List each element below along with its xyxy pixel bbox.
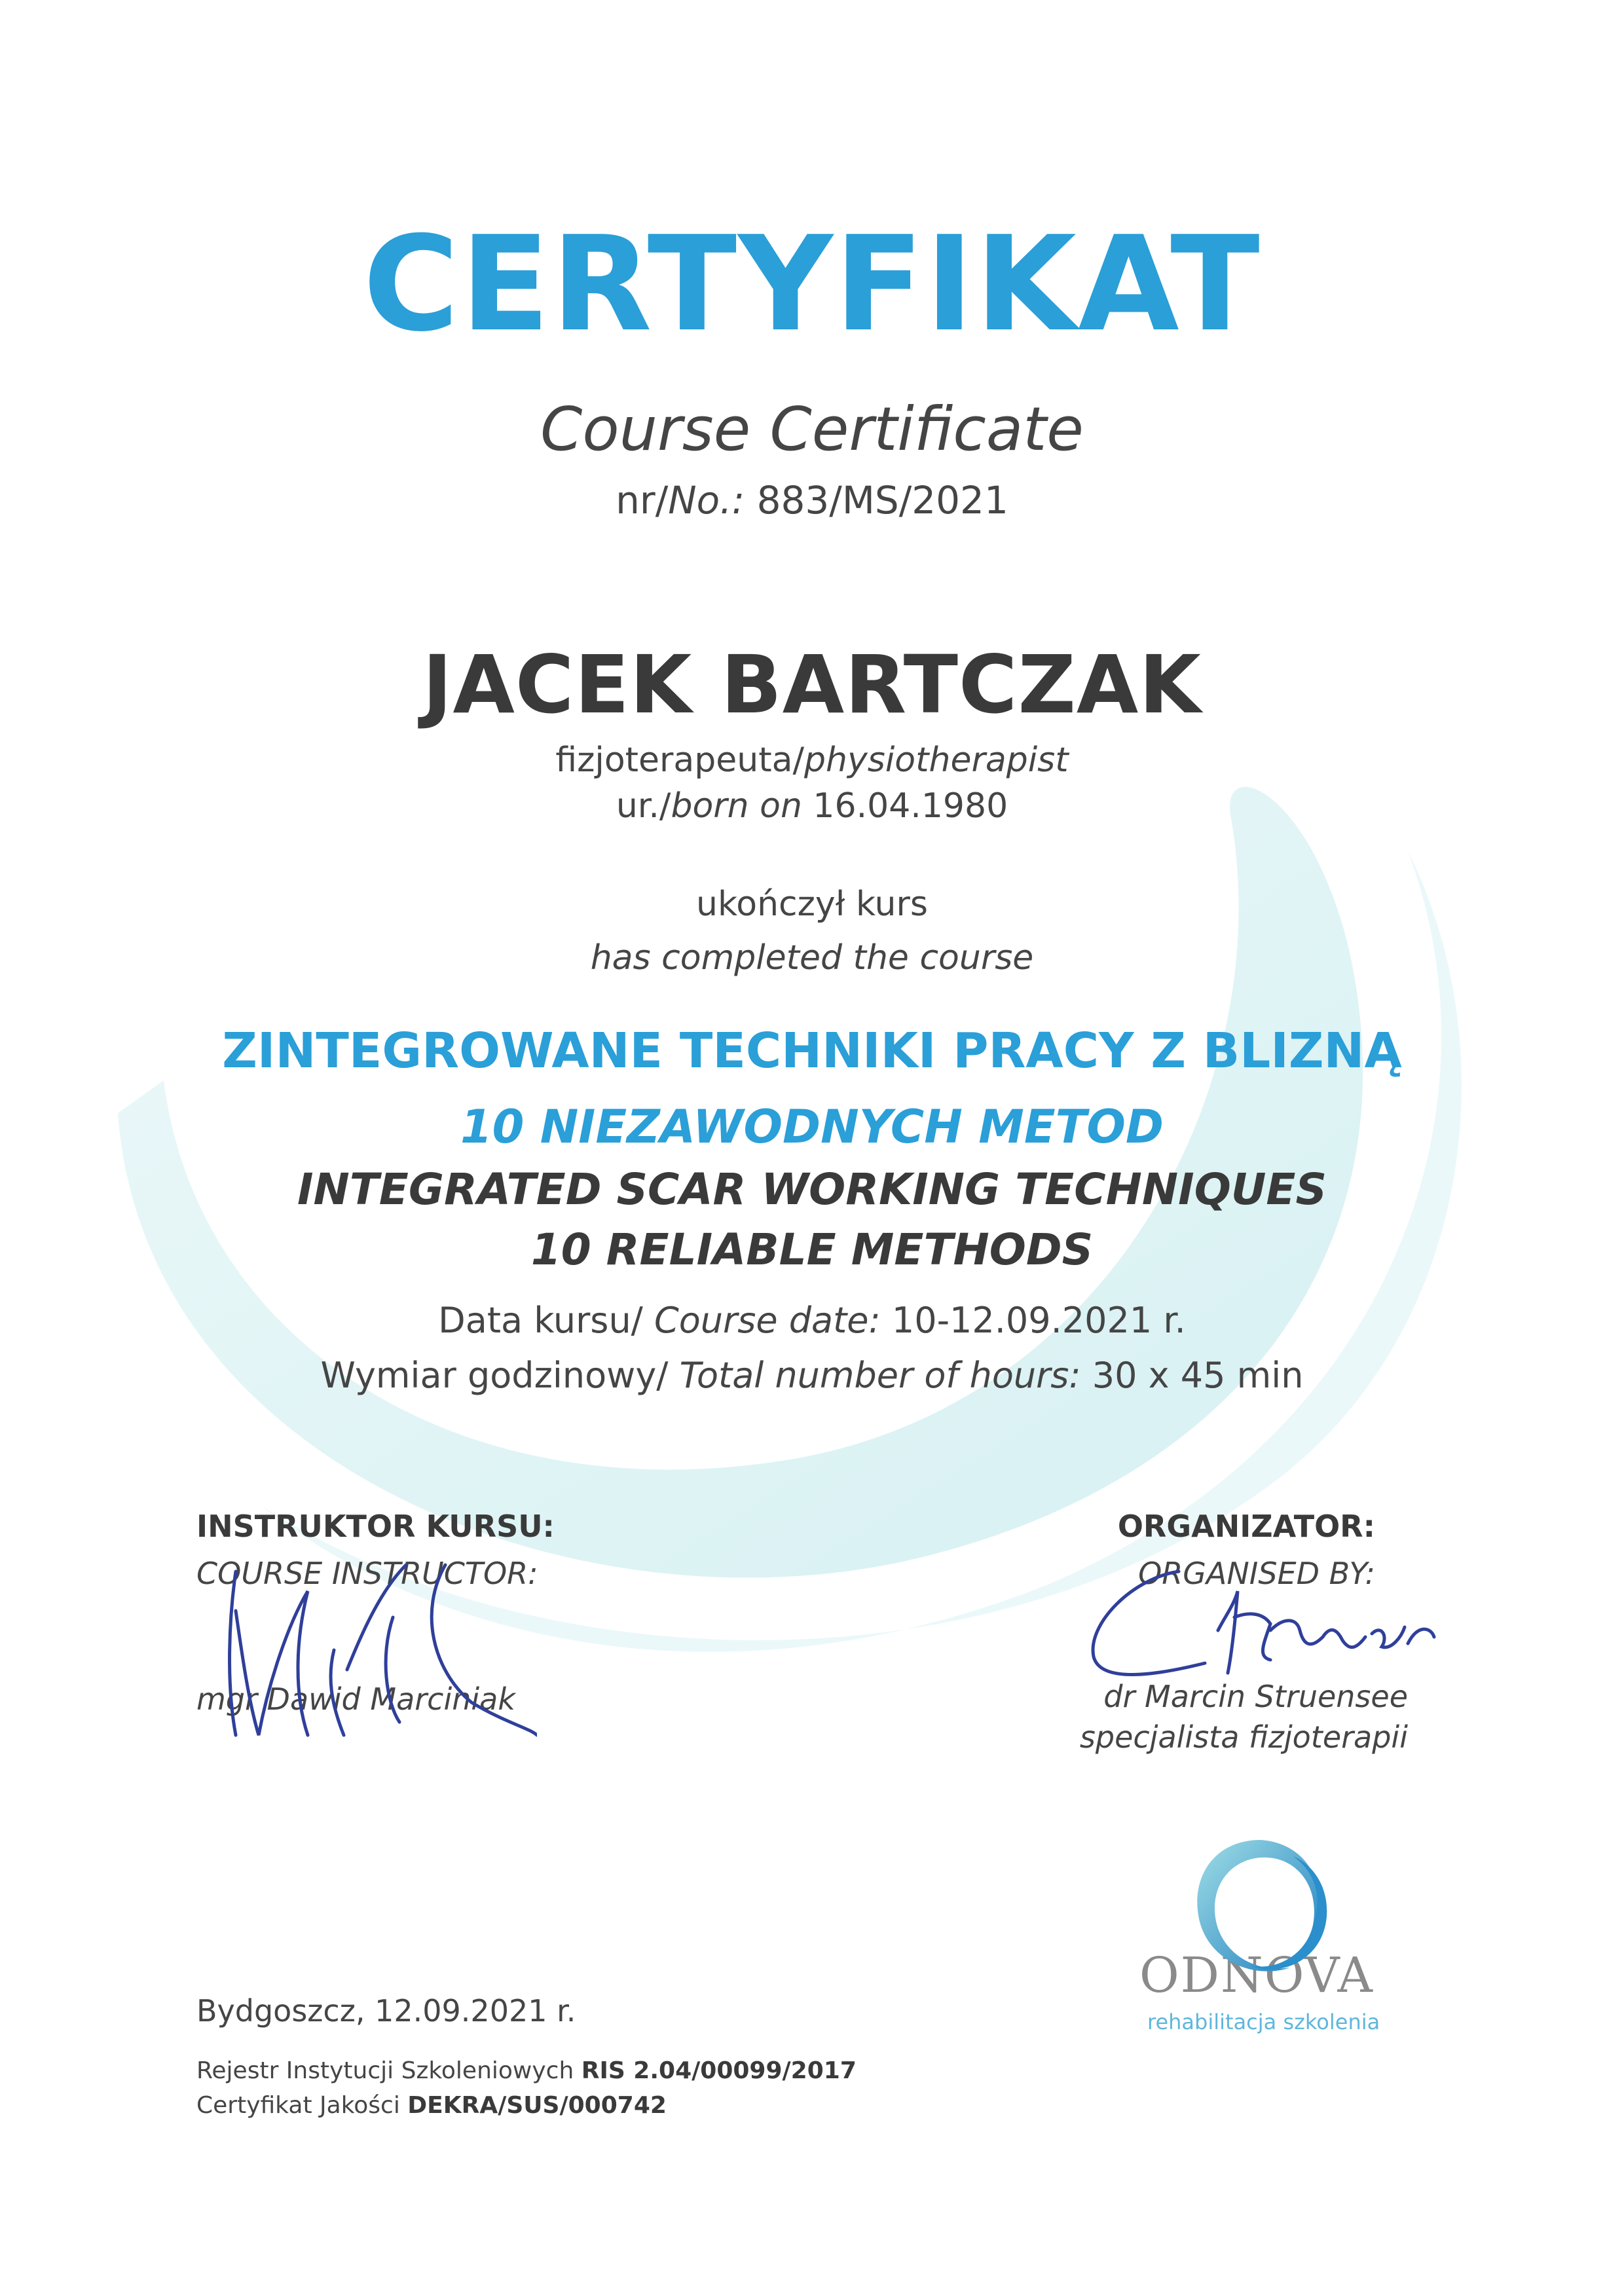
training-register [196, 2059, 857, 2083]
date-value: 10-12.09.2021 r. [880, 1300, 1186, 1341]
instructor-heading-en: COURSE INSTRUCTOR: [196, 1556, 538, 1591]
register-label: Rejestr Instytucji Szkoleniowych [196, 2057, 581, 2084]
course-date [0, 1300, 1624, 1341]
register-value: RIS 2.04/00099/2017 [581, 2057, 857, 2084]
number-label-pl: nr/ [616, 478, 669, 523]
born-label-en: born on [671, 786, 802, 826]
recipient-birth-date [0, 786, 1624, 826]
number-value: 883/MS/2021 [745, 478, 1008, 523]
quality-value: DEKRA/SUS/000742 [407, 2092, 667, 2119]
recipient-name: JACEK BARTCZAK [422, 638, 1202, 731]
born-date: 16.04.1980 [802, 786, 1008, 826]
course-title-en: INTEGRATED SCAR WORKING TECHNIQUES [297, 1164, 1327, 1215]
hours-value: 30 x 45 min [1080, 1355, 1304, 1396]
date-label-en: Course date: [654, 1300, 881, 1341]
certificate-number [0, 478, 1624, 523]
organizer-heading-pl: ORGANIZATOR: [1117, 1509, 1375, 1544]
instructor-signature [196, 1539, 537, 1761]
date-label-pl: Data kursu/ [438, 1300, 655, 1341]
place-and-date: Bydgoszcz, 12.09.2021 r. [196, 1993, 576, 2029]
logo-tagline: rehabilitacja szkolenia [1147, 2010, 1380, 2034]
course-title-pl: ZINTEGROWANE TECHNIKI PRACY Z BLIZNĄ [222, 1023, 1402, 1079]
organizer-role: specjalista fizjoterapii [1079, 1719, 1408, 1755]
hours-label-en: Total number of hours: [679, 1355, 1081, 1396]
role-pl: fizjoterapeuta/ [555, 741, 805, 780]
organizer-heading-en: ORGANISED BY: [1138, 1556, 1375, 1591]
instructor-heading-pl: INSTRUKTOR KURSU: [196, 1509, 555, 1544]
organizer-signature [1074, 1552, 1441, 1696]
quality-certificate [196, 2094, 667, 2118]
logo-wordmark: ODNOVA [1139, 1947, 1374, 2004]
hours-label-pl: Wymiar godzinowy/ [320, 1355, 680, 1396]
organizer-name: dr Marcin Struensee [1103, 1679, 1408, 1714]
certificate-subtitle: Course Certificate [540, 394, 1084, 464]
recipient-role [0, 741, 1624, 780]
course-subtitle-pl: 10 NIEZAWODNYCH METOD [460, 1100, 1164, 1154]
completion-text-pl: ukończył kurs [696, 885, 928, 924]
completion-text-en: has completed the course [590, 938, 1034, 978]
born-label-pl: ur./ [616, 786, 671, 826]
quality-label: Certyfikat Jakości [196, 2092, 408, 2119]
swirl-ring-logo-icon [1179, 1827, 1342, 1991]
course-hours [0, 1355, 1624, 1396]
instructor-name: mgr Dawid Marciniak [196, 1681, 515, 1717]
number-label-en: No.: [668, 478, 745, 523]
certificate-title: CERTYFIKAT [363, 208, 1261, 361]
course-subtitle-en: 10 RELIABLE METHODS [530, 1224, 1094, 1275]
role-en: physiotherapist [804, 741, 1069, 780]
